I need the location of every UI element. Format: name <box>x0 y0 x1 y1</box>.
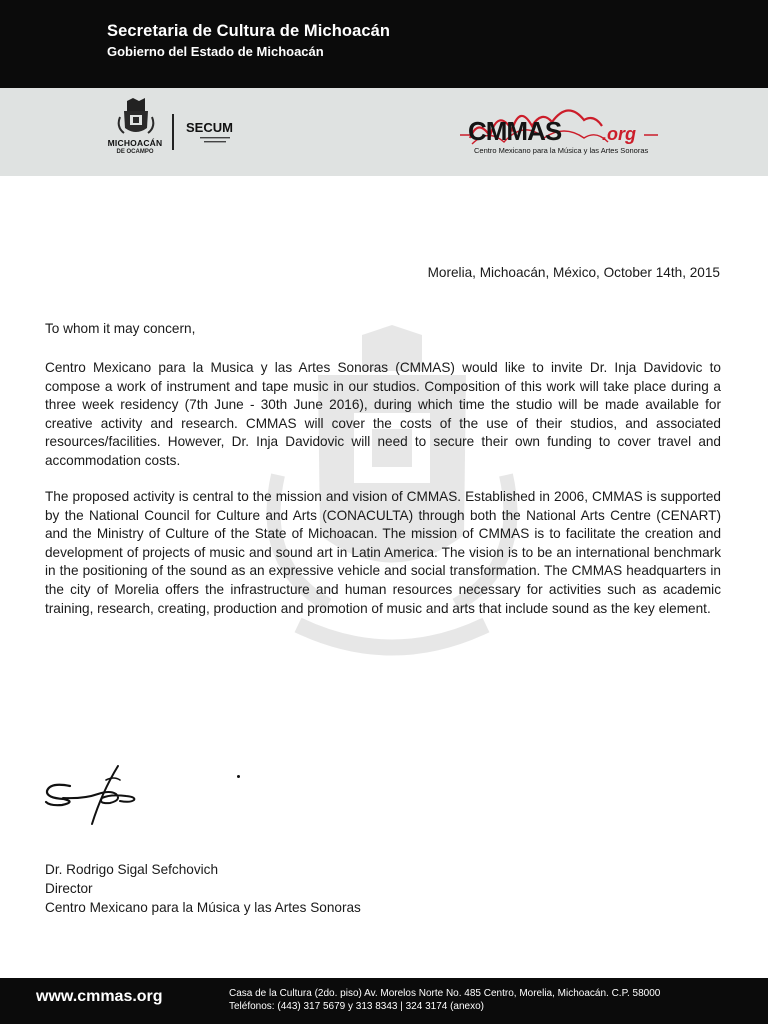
signer-organization: Centro Mexicano para la Música y las Artes Sonoras <box>45 899 361 915</box>
michoacan-logo-text: MICHOACÁN <box>107 138 163 148</box>
cmmas-logo-domain: .org <box>602 124 636 144</box>
letterhead-footer <box>0 978 768 1024</box>
logo-divider <box>172 114 174 150</box>
footer-contact <box>229 987 660 1013</box>
signer-role: Director <box>45 880 93 896</box>
handwritten-signature <box>40 758 144 834</box>
ink-dot <box>237 775 240 778</box>
signer-block <box>45 861 361 917</box>
footer-address: Casa de la Cultura (2do. piso) Av. Morelos Norte No. 485 Centro, Morelia, Michoacán. C.P. 58000 <box>229 988 661 999</box>
michoacan-logo-subtext: DE OCAMPO <box>116 149 154 155</box>
footer-website-link[interactable]: www.cmmas.org <box>36 988 163 1005</box>
letter-paragraph: The proposed activity is central to the mission and vision of CMMAS. Established in 2006, CMMAS is supported by the National Council for Culture and Arts (CONACULTA) through both the National Arts Centre (CENART) and the Ministry of Culture of the State of Michoacan. The mission of CMMAS is to facilitate the creation and development of projects of music and sound art in Latin America. The vision is to be an international benchmark in the positioning of the sound as an expressive vehicle and social transformation. The CMMAS headquarters in the city of Morelia offers the infrastructure and human resources necessary for activities such as academic training, research, creating, production and promotion of music and arts that include sound as the key element. <box>45 489 721 616</box>
cmmas-logo-tagline: Centro Mexicano para la Música y las Artes Sonoras <box>474 146 649 155</box>
government-subtitle: Gobierno del Estado de Michoacán <box>107 44 324 59</box>
michoacan-crest-logo <box>100 97 172 172</box>
letter-paragraph: Centro Mexicano para la Musica y las Artes Sonoras (CMMAS) would like to invite Dr. Inja Davidovic to compose a work of instrument and tape music in our studios. Composition of this work will take place during a three week residency (7th June - 30th June 2016), during which time the studio will be made available for creative activity and research. CMMAS will cover the costs of the use of their studios, and associated resources/facilities. However, Dr. Inja Davidovic will need to secure their own funding to cover travel and accommodation costs. <box>45 360 721 468</box>
institution-title: Secretaria de Cultura de Michoacán <box>107 22 391 40</box>
secum-logo-subtext <box>200 136 230 144</box>
letter-date-line: Morelia, Michoacán, México, October 14th, 2015 <box>427 265 720 280</box>
letter-salutation: To whom it may concern, <box>45 321 196 336</box>
letterhead-header <box>0 0 768 88</box>
footer-phones: Teléfonos: (443) 317 5679 y 313 8343 | 324 3174 (anexo) <box>229 1001 485 1012</box>
secum-logo-text: SECUM <box>186 120 233 135</box>
cmmas-logo-text: CMMAS <box>468 116 562 146</box>
signer-name: Dr. Rodrigo Sigal Sefchovich <box>45 862 219 877</box>
